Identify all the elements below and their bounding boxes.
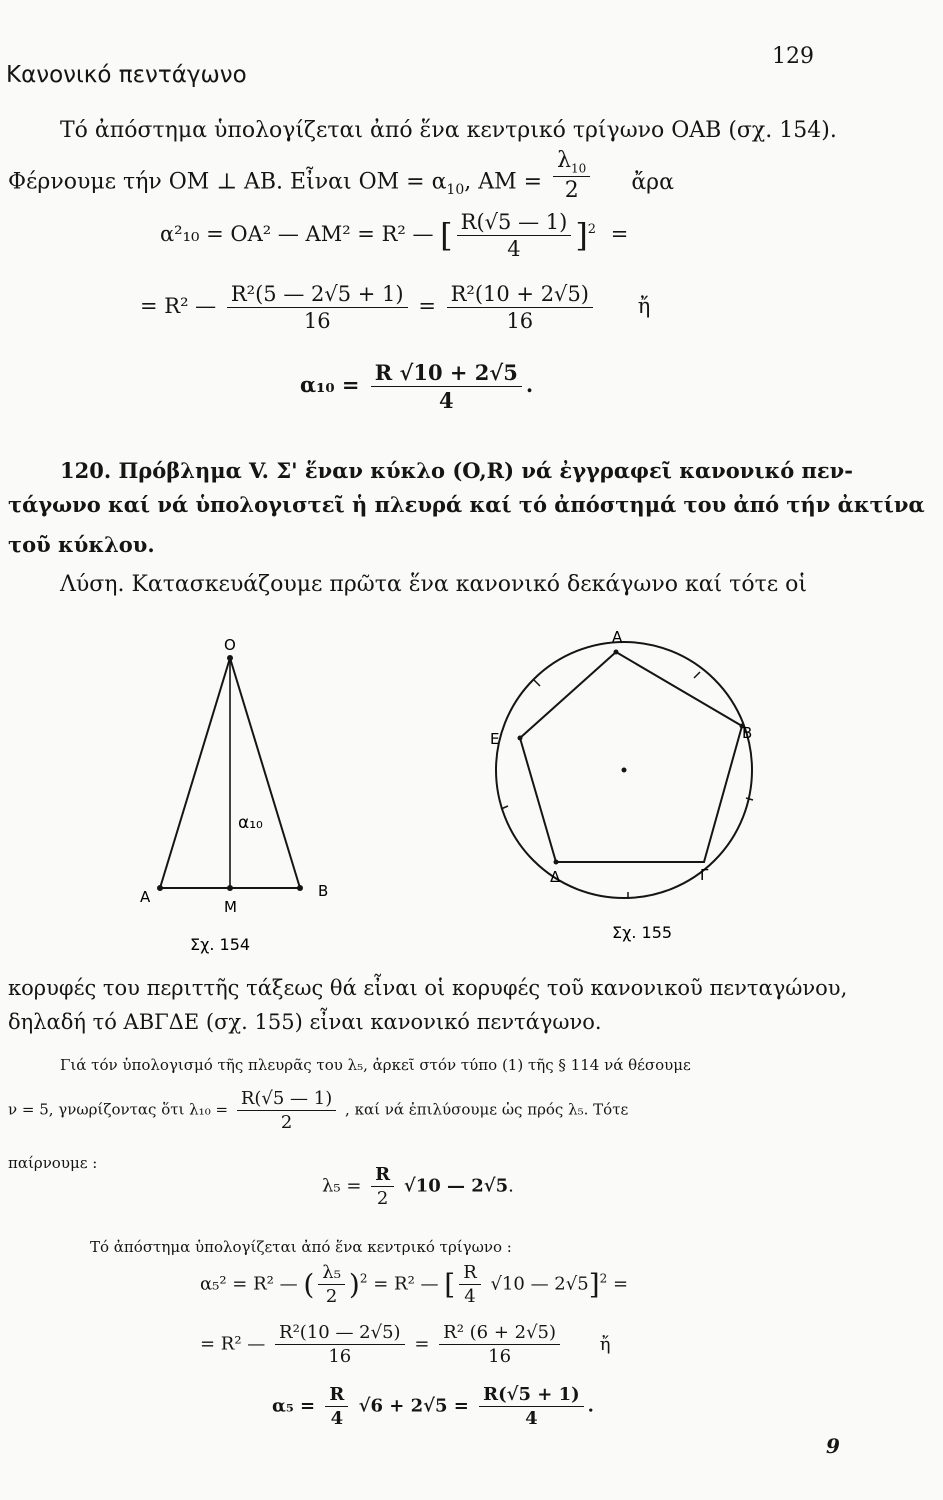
label-a10: α₁₀ — [238, 813, 263, 833]
label-b: B — [318, 882, 329, 900]
label-Delta: Δ — [550, 868, 561, 886]
equation-alpha10-result: α₁₀ = $\frac{R √10 + 2√5}{4}$ . — [300, 360, 534, 413]
label-m: M — [224, 898, 237, 916]
after-fig-line1: κορυφές του περιττῆς τάξεως θά εἶναι οἱ κορυφές τοῦ κανονικοῦ πενταγώνου, — [8, 976, 848, 1000]
apothem-intro-line2: Φέρνουμε τήν OM ⊥ AB. Εἶναι OM = $\alpha_{10}$, AM = $\frac{\lambda_{10}}{2}$ ἄρα — [8, 148, 674, 204]
solution-line1: Λύση. Κατασκευάζουμε πρῶτα ἕνα κανονικό δεκάγωνο καί τότε οἱ — [60, 572, 808, 597]
pentagon-abgde — [520, 652, 742, 862]
caption-155: Σχ. 155 — [612, 923, 673, 942]
vertex-a — [614, 650, 619, 655]
label-a: A — [140, 888, 151, 906]
side-calc-line2: ν = 5, γνωρίζοντας ὅτι λ₁₀ = $\frac{R(√5 — 1)}{2}$ , καί νά ἐπιλύσουμε ὡς πρός λ₅. Τότε — [8, 1088, 629, 1133]
lambda10-over-2: $\frac{\lambda_{10}}{2}$ — [553, 148, 590, 203]
point-o — [227, 655, 233, 661]
center-point — [622, 768, 627, 773]
apothem5-intro: Τό ἀπόστημα ὑπολογίζεται ἀπό ἕνα κεντρικό τρίγωνο : — [90, 1238, 512, 1256]
triangle-oab — [160, 658, 300, 888]
equation-alpha10-squared: α²₁₀ = OA² — AM² = R² — [ $\frac{R(√5 — 1)}{4}$ ]$^2$ = — [160, 210, 629, 261]
label-o: O — [224, 636, 236, 654]
equation-expansion: = R² — $\frac{\text{R²(5 — 2√5 + 1)}}{16}$ = $\frac{\text{R²(10 + 2√5)}}{16}$ ἤ — [140, 282, 651, 333]
vertex-d — [554, 860, 559, 865]
problem-line2: τάγωνο καί νά ὑπολογιστεῖ ἡ πλευρά καί τό ἀπόστημά του ἀπό τήν ἀκτίνα — [8, 492, 925, 517]
equation-alpha5-squared: α₅² = R² — ( $\frac{\text{λ₅}}{2}$ )$^2$ = R² — [ $\frac{R}{4}$ √10 — 2√5]$^2$ = — [200, 1262, 629, 1307]
problem-line1: 120. Πρόβλημα V. Σ' ἕναν κύκλο (O,R) νά ἐγγραφεῖ κανονικό πεν- — [60, 458, 853, 483]
apothem-intro-line1: Τό ἀπόστημα ὑπολογίζεται ἀπό ἕνα κεντρικό τρίγωνο OAB (σχ. 154). — [60, 118, 837, 143]
point-a — [157, 885, 163, 891]
point-m — [227, 885, 233, 891]
figure-154 — [120, 630, 360, 960]
problem-line3: τοῦ κύκλου. — [8, 532, 155, 557]
figure-155 — [480, 626, 780, 946]
after-fig-line2: δηλαδή τό ΑΒΓΔΕ (σχ. 155) εἶναι κανονικό πεντάγωνο. — [8, 1010, 602, 1034]
point-b — [297, 885, 303, 891]
side-calc-line1: Γιά τόν ὑπολογισμό τῆς πλευρᾶς του λ₅, ἀρκεῖ στόν τύπο (1) τῆς § 114 νά θέσουμε — [60, 1056, 691, 1074]
vertex-e — [518, 736, 523, 741]
equation-alpha5-expansion: = R² — $\frac{\text{R²(10 — 2√5)}}{16}$ = $\frac{\text{R² (6 + 2√5)}}{16}$ ἤ — [200, 1322, 611, 1367]
label-E: E — [490, 730, 500, 748]
equation-alpha5-result: α₅ = $\frac{R}{4}$ √6 + 2√5 = $\frac{R(√5 + 1)}{4}$ . — [272, 1384, 594, 1429]
side-calc-line3: παίρνουμε : — [8, 1154, 98, 1172]
equation-lambda5: λ₅ = $\frac{R}{2}$ √10 — 2√5. — [322, 1164, 514, 1209]
page-number: 129 — [772, 44, 814, 69]
signature-mark: 9 — [826, 1434, 840, 1458]
caption-154: Σχ. 154 — [190, 935, 251, 954]
label-A: A — [612, 628, 623, 646]
running-head: Κανονικό πεντάγωνο — [6, 62, 247, 88]
label-B: B — [742, 724, 753, 742]
label-Gamma: Γ — [700, 866, 709, 884]
